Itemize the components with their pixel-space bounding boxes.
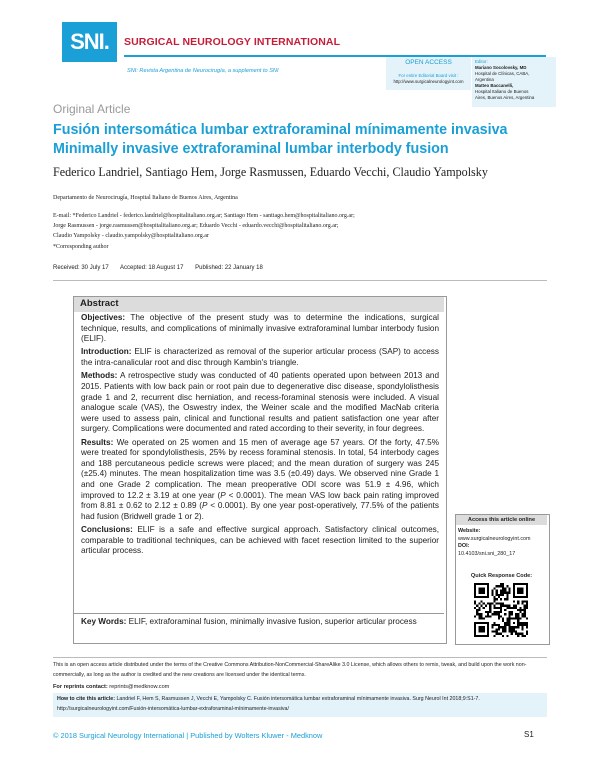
reprints-contact: For reprints contact: reprints@medknow.com: [53, 684, 170, 690]
article-type: Original Article: [53, 102, 131, 116]
author-list: Federico Landriel, Santiago Hem, Jorge Rasmussen, Eduardo Vecchi, Claudio Yampolsky: [53, 165, 488, 179]
editor-name: Matteo Baccanelli,: [475, 83, 514, 88]
editor-affiliation: Argentina: [475, 77, 494, 82]
author-emails: [53, 211, 355, 252]
doi-value[interactable]: 10.4103/sni.sni_280_17: [458, 550, 516, 557]
citation: How to cite this article: Landriel F, Hem S, Rasmussen J, Vecchi E, Yampolsky C. Fusión intersomática lumbar extraforaminal mínimamente invasiva. Surg Neurol Int 2018;9:S1-7. http://surgicalneurologyint.com/Fusión-intersomática-lumbar-extraforaminal-mínimamente-invasiva/: [57, 695, 545, 714]
email-line: Jorge Rasmussen - jorge.rasmussen@hospitalitaliano.org.ar; Eduardo Vecchi - eduardo.vecchi@hospitalitaliano.org.ar;: [53, 223, 339, 230]
doi-label: DOI:: [458, 543, 470, 550]
abstract-header: [74, 297, 444, 312]
corresponding-author-note: *Corresponding author: [53, 243, 109, 250]
abstract-heading: Abstract: [80, 298, 119, 309]
title-spanish: Fusión intersomática lumbar extraforaminal mínimamente invasiva: [53, 122, 508, 138]
editor-affiliation: Hospital Italiano de Buenos: [475, 89, 529, 94]
abstract-objectives: Objectives: The objective of the present study was to determine the indications, surgical technique, results, and complications of minimally invasive extraforaminal lumbar interbody fusion (ELIF).: [81, 313, 439, 344]
title-english: Minimally invasive extraforaminal lumbar interbody fusion: [53, 141, 449, 157]
qr-code-icon[interactable]: [474, 583, 528, 637]
qr-label: Quick Response Code:: [470, 573, 533, 579]
website-label: Website:: [458, 528, 481, 534]
editorial-board-label: For entire Editorial Board visit :: [398, 73, 459, 78]
accepted-date: Accepted: 18 August 17: [120, 265, 184, 271]
keywords: Key Words: ELIF, extraforaminal fusion, minimally invasive fusion, superior articular process: [81, 617, 417, 626]
published-date: Published: 22 January 18: [195, 265, 263, 271]
access-details: [458, 528, 546, 558]
divider: [53, 657, 547, 658]
keywords-divider: [74, 613, 444, 614]
article-dates: [53, 265, 273, 271]
editor-affiliation: Hospital de Clínicas, CABA,: [475, 71, 530, 76]
abstract-body: [81, 313, 439, 560]
email-line: E-mail: *Federico Landriel - federico.landriel@hospitalitaliano.org.ar; Santiago Hem - santiago.hem@hospitalitaliano.org.ar;: [53, 213, 355, 219]
email-line: Claudio Yampolsky - claudio.yampolsky@hospitalitaliano.org.ar: [53, 233, 209, 240]
editor-info: [475, 59, 557, 101]
page-number: S1: [524, 730, 534, 739]
abstract-introduction: Introduction: ELIF is characterized as removal of the superior articular process (SAP) to access the intra-canalicular root and disc through Kambin's triangle.: [81, 347, 439, 368]
editor-affiliation: Aires, Buenos Aires, Argentina: [475, 95, 535, 100]
website-link[interactable]: www.surgicalneurologyint.com: [458, 535, 531, 542]
editor-label: Editor:: [475, 59, 488, 64]
journal-logo: SNI.: [62, 22, 117, 62]
license-text: This is an open access article distributed under the terms of the Creative Commons Attribution-NonCommercial-ShareAlike 3.0 License, which allows others to remix, tweak, and build upon the work non-commercially, as long as the author is credited and the new creations are licensed under the identical terms.: [53, 662, 527, 678]
supplement-line: SNI: Revista Argentina de Neurocirugía, a supplement to SNI: [127, 68, 279, 74]
access-heading: Access this article online: [456, 515, 547, 525]
journal-name: SURGICAL NEUROLOGY INTERNATIONAL: [124, 36, 341, 48]
received-date: Received: 30 July 17: [53, 265, 109, 271]
open-access-label: OPEN ACCESS: [405, 59, 452, 66]
editorial-board-link[interactable]: http://www.surgicalneurologyint.com: [393, 79, 464, 84]
citation-url[interactable]: http://surgicalneurologyint.com/Fusión-intersomática-lumbar-extraforaminal-mínimamente-invasiva/: [57, 705, 289, 712]
abstract-results: Results: We operated on 25 women and 15 men of average age 57 years. Of the forty, 47.5% were treated for spondylolisthesis, 25% by recess foraminal stenosis. In total, 54 interbody cages and 188 percutaneous pedicle screws were placed; and the mean duration of surgery was 245 (±25.4) minutes. The mean hospitalization time was 3.5 (±0.49) days. We observed nine Grade 1 and one Grade 2 complication. The mean preoperative ODI score was 51.9 ± 4.96, which improved to 12.2 ± 3.19 at one year (P < 0.0001). The mean VAS low back pain rating improved from 8.81 ± 0.62 to 2.12 ± 0.89 (P < 0.0001). By one year post-operatively, 77.5% of the patients had fusion (Bridwell grade 1 or 2).: [81, 437, 439, 521]
divider: [53, 280, 547, 281]
affiliation: Departamento de Neurocirugía, Hospital Italiano de Buenos Aires, Argentina: [53, 195, 238, 201]
abstract-conclusions: Conclusions: ELIF is a safe and effective surgical approach. Satisfactory clinical outcomes, comparable to traditional techniques, can be achieved with facet resection limited to the superior articular process.: [81, 525, 439, 556]
editor-name: Mariano Socolovsky, MD: [475, 65, 527, 70]
footer-copyright: © 2018 Surgical Neurology International | Published by Wolters Kluwer - Medknow: [53, 731, 323, 740]
abstract-methods: Methods: A retrospective study was conducted of 40 patients operated upon between 2013 and 2015. Patients with low back pain or root pain due to degenerative disc disease, spondylolisthesis grade 1 and 2, recurrent disc herniation, and recess-foraminal stenosis were included. A visual analogue scale (VAS), the Oswestry index, the Weiner scale and the modified MacNab criteria were used to assess pain, clinical and functional results and patient satisfaction one year after surgery. Complications were documented and rated according to their severity, in four degrees.: [81, 371, 439, 434]
